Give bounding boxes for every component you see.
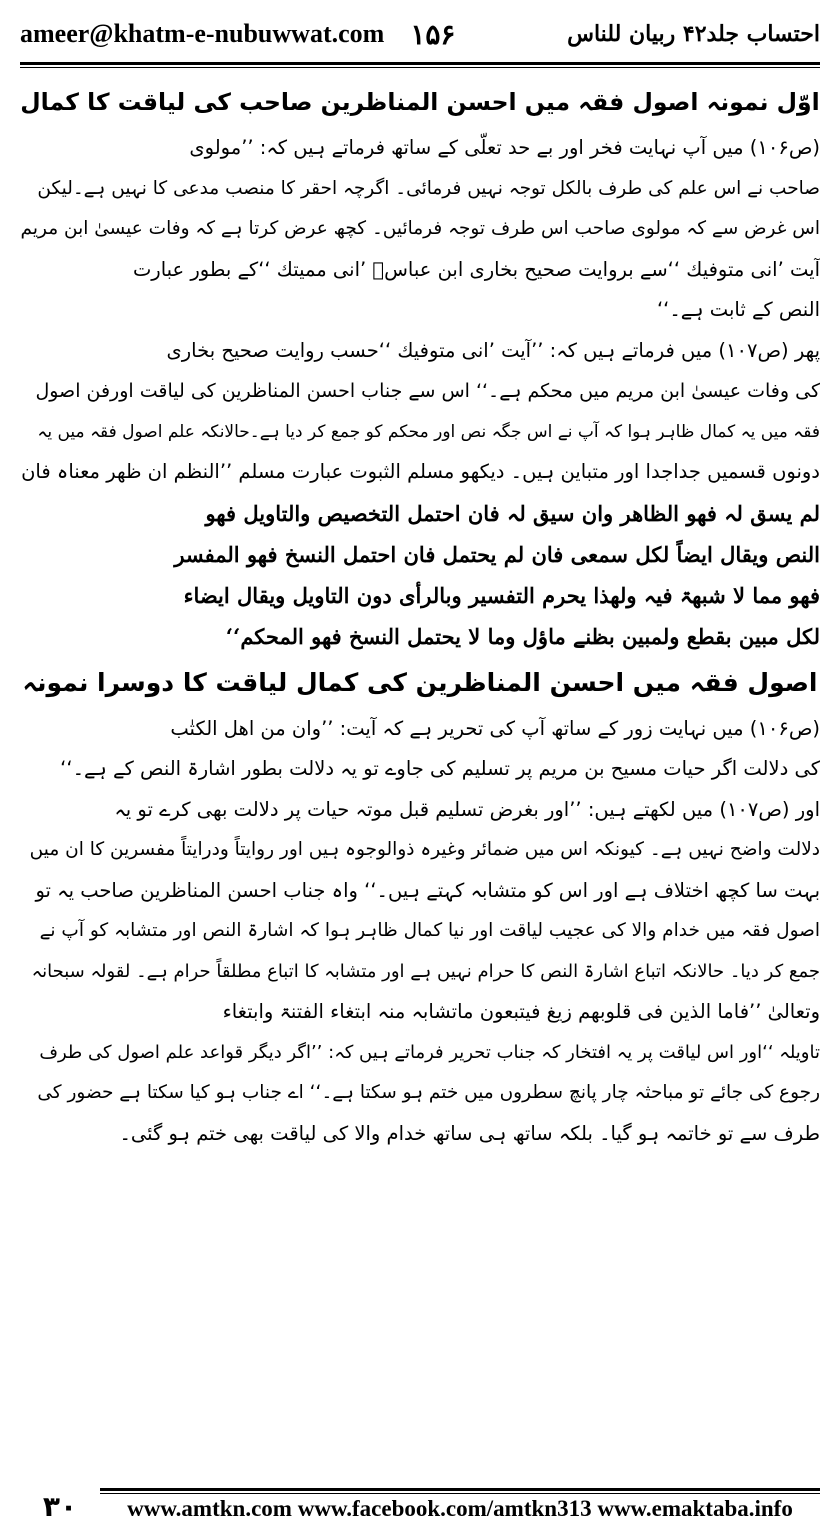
- arabic-line: فھو مما لا شبھۃ فیہ ولھذا یحرم التفسیر وبالرأی دون التاویل ویقال ایضاء: [183, 582, 820, 608]
- footer-bar: [100, 1484, 820, 1528]
- text-line: رجوع کی جائے تو مباحثہ چار پانچ سطروں میں ختم ہو سکتا ہے۔‘‘ اے جناب ہو کیا سکتا ہے حضور کی: [37, 1082, 820, 1103]
- page-footer: [20, 1484, 820, 1528]
- text-line: کی دلالت اگر حیات مسیح بن مریم پر تسلیم کی جاوے تو یہ دلالت بطور اشارۃ النص کے ہے۔‘‘: [60, 757, 820, 780]
- header-email: ameer@khatm-e-nubuwwat.com: [20, 19, 385, 48]
- footer-rule-thin: [100, 1493, 820, 1494]
- page-number: ۱۵۶: [410, 17, 456, 51]
- text-line: دلالت واضح نہیں ہے۔ کیونکہ اس میں ضمائر وغیرہ ذوالوجوہ ہیں اور روایتاً ودرایتاً مفسرین کا ان میں: [29, 839, 820, 860]
- text-line: بہت سا کچھ اختلاف ہے اور اس کو متشابہ کہتے ہیں۔‘‘ واہ جناب احسن المناظرین صاحب یہ تو: [35, 878, 820, 902]
- section-1-paragraph-2: [20, 331, 820, 493]
- text-line: فقہ میں یہ کمال ظاہر ہوا کہ آپ نے اس جگہ نص اور محکم کو جمع کر دیا ہے۔حالانکہ علم اصول فقہ میں یہ: [37, 421, 820, 442]
- section-2-heading: اصول فقہ میں احسن المناظرین کی کمال لیاقت کا دوسرا نمونہ: [22, 667, 818, 697]
- book-title: احتساب جلد۴۲ ربیان للناس: [567, 21, 820, 47]
- text-line: تاویلہ ‘‘اور اس لیاقت پر یہ افتخار کہ جناب تحریر فرماتے ہیں کہ: ’’اگر دیگر قواعد علم اصول کی طرف: [39, 1041, 820, 1063]
- text-line: صاحب نے اس علم کی طرف بالکل توجہ نہیں فرمائی۔ اگرچہ احقر کا منصب مدعی کا نہیں ہے۔لیکن: [37, 177, 820, 199]
- text-line: کی وفات عیسیٰ ابن مریم میں محکم ہے۔‘‘ اس سے جناب احسن المناظرین کی لیاقت اورفن اصول: [35, 380, 820, 402]
- arabic-line: لکل مبین بقطع ولمبین بظنے ماؤل وما لا یحتمل النسخ فھو المحکم‘‘: [225, 623, 820, 649]
- arabic-line: لم یسق لہ فھو الظاھر وان سیق لہ فان احتمل التخصیص والتاویل فھو: [205, 500, 820, 526]
- text-line: دونوں قسمیں جداجدا اور متباین ہیں۔ دیکھو مسلم الثبوت عبارت مسلم ’’النظم ان ظھر معناہ فان: [21, 460, 820, 483]
- text-line: وتعالیٰ ’’فاما الذین فی قلوبھم زیغ فیتبعون ماتشابہ منہ ابتغاء الفتنۃ وابتغاء: [222, 1000, 820, 1023]
- footer-urls: www.amtkn.com www.facebook.com/amtkn313 www.emaktaba.info: [127, 1496, 793, 1521]
- text-line: النص کے ثابت ہے۔‘‘: [656, 298, 820, 321]
- page-body: [20, 76, 820, 1154]
- header-rule-thick: [20, 62, 820, 65]
- text-line: آیت ’انی متوفیك ‘‘سے بروایت صحیح بخاری ابن عباسؓ ’انی ممیتك ‘‘کے بطور عبارت: [132, 257, 820, 281]
- text-line: (ص۱۰۶) میں آپ نہایت فخر اور بے حد تعلّی کے ساتھ فرماتے ہیں کہ: ’’مولوی: [189, 136, 820, 159]
- text-line: اس غرض سے کہ مولوی صاحب اس طرف توجہ فرمائیں۔ کچھ عرض کرتا ہے کہ وفات عیسیٰ ابن مریم: [20, 218, 820, 239]
- section-2-paragraph: [20, 709, 820, 1155]
- text-line: جمع کر دیا۔ حالانکہ اتباع اشارۃ النص کا حرام نہیں ہے اور متشابہ کا اتباع مطلقاً حرام ہے۔ لقولہ سبحانہ: [31, 960, 820, 982]
- arabic-quotation: [20, 493, 820, 657]
- section-1-heading: اوّل نمونہ اصول فقہ میں احسن المناظرین صاحب کی لیاقت کا کمال: [20, 88, 820, 116]
- page-header: [20, 10, 820, 58]
- footer-number: ۳۰: [42, 1489, 78, 1523]
- header-left: [20, 18, 455, 51]
- text-line: اصول فقہ میں خدام والا کی عجیب لیاقت اور نیا کمال ظاہر ہوا کہ اشارۃ النص اور متشابہ کو آپ نے: [39, 920, 820, 941]
- text-line: طرف سے تو خاتمہ ہو گیا۔ بلکہ ساتھ ہی ساتھ خدام والا کی لیاقت بھی ختم ہو گئی۔: [119, 1121, 820, 1145]
- text-line: اور (ص۱۰۷) میں لکھتے ہیں: ’’اور بغرض تسلیم قبل موتہ حیات پر دلالت بھی کرے تو یہ: [114, 797, 820, 821]
- text-line: (ص۱۰۶) میں نہایت زور کے ساتھ آپ کی تحریر ہے کہ آیت: ’’وان من اھل الکتٰب: [170, 716, 820, 740]
- text-line: پھر (ص۱۰۷) میں فرماتے ہیں کہ: ’’آیت ’انی متوفیك ‘‘حسب روایت صحیح بخاری: [166, 338, 820, 362]
- section-1-paragraph-1: [20, 128, 820, 331]
- arabic-line: النص ویقال ایضاً لکل سمعی فان لم یحتمل فان احتمل النسخ فھو المفسر: [174, 541, 820, 567]
- footer-rule-thick: [100, 1488, 820, 1491]
- header-rule-thin: [20, 67, 820, 68]
